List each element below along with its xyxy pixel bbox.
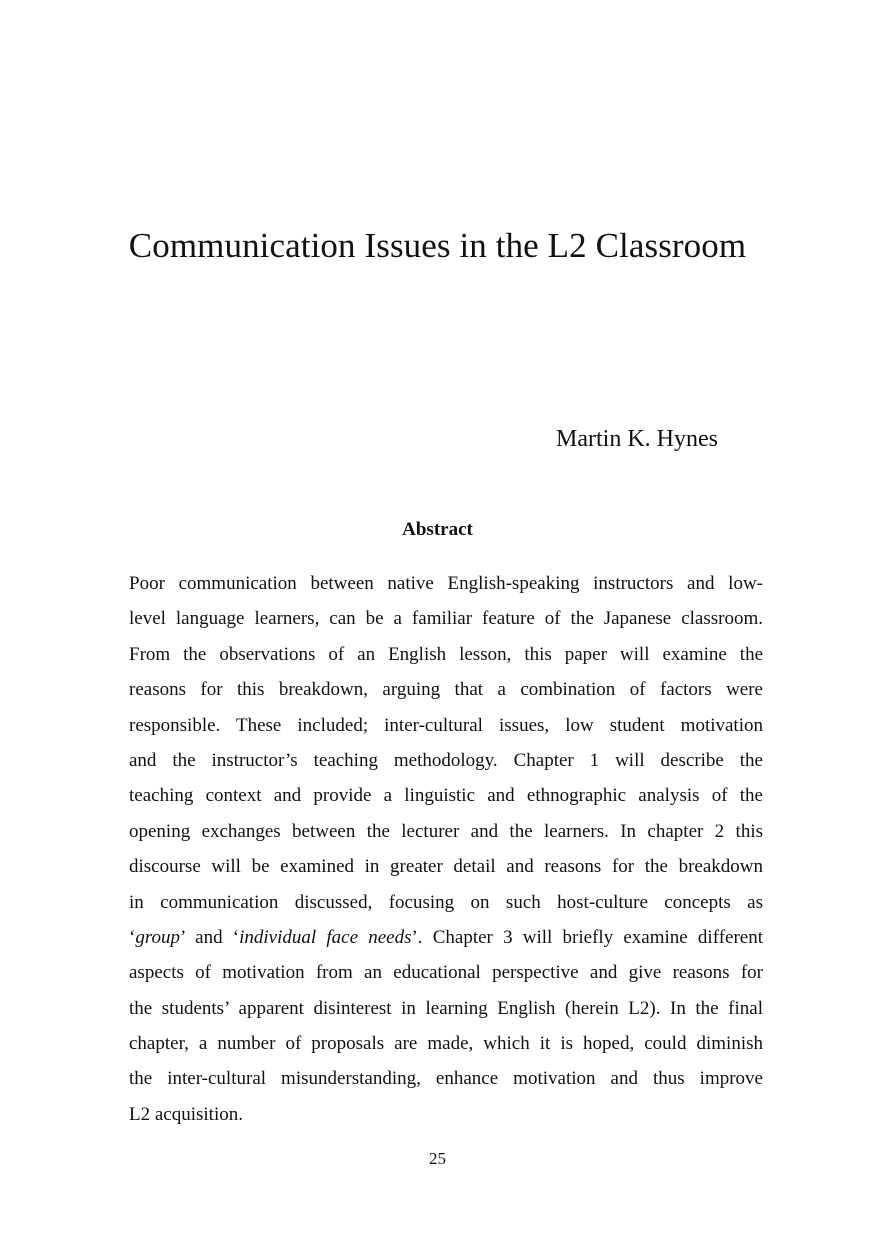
quote-close-and: ’ and ‘	[180, 926, 240, 948]
abstract-line: the students’ apparent disinterest in learning English (herein L2). In the final	[129, 997, 763, 1019]
abstract-line: responsible. These included; inter-cultural issues, low student motivation	[129, 714, 763, 736]
abstract-line: discourse will be examined in greater detail and reasons for the breakdown	[129, 856, 763, 878]
page-number: 25	[429, 1149, 446, 1168]
abstract-line: and the instructor’s teaching methodology. Chapter 1 will describe the	[129, 749, 763, 771]
abstract-line: in communication discussed, focusing on such host-culture concepts as	[129, 891, 763, 913]
abstract-line: Poor communication between native English-speaking instructors and low-	[129, 573, 763, 594]
abstract-line: reasons for this breakdown, arguing that a combination of factors were	[129, 679, 763, 701]
abstract-line: level language learners, can be a familiar feature of the Japanese classroom.	[129, 608, 763, 630]
quote-open: ‘	[129, 926, 136, 948]
italic-term-group: group	[135, 926, 181, 948]
paper-title: Communication Issues in the L2 Classroom	[128, 226, 747, 265]
abstract-line: From the observations of an English lesson, this paper will examine the	[129, 643, 763, 665]
abstract-body	[129, 566, 763, 1132]
italic-term-face-needs: individual face needs	[239, 926, 412, 948]
abstract-heading: Abstract	[402, 519, 473, 540]
abstract-line: chapter, a number of proposals are made, which it is hoped, could diminish	[129, 1033, 763, 1055]
abstract-line-with-italics	[129, 920, 763, 955]
author-name: Martin K. Hynes	[556, 426, 718, 452]
abstract-line: teaching context and provide a linguistic and ethnographic analysis of the	[129, 785, 763, 807]
line-rest: ’. Chapter 3 will briefly examine different	[411, 926, 763, 948]
abstract-line: opening exchanges between the lecturer and the learners. In chapter 2 this	[129, 820, 763, 842]
abstract-line-last: L2 acquisition.	[129, 1103, 243, 1125]
abstract-line: aspects of motivation from an educational perspective and give reasons for	[129, 962, 763, 984]
abstract-line: the inter-cultural misunderstanding, enhance motivation and thus improve	[129, 1068, 763, 1090]
